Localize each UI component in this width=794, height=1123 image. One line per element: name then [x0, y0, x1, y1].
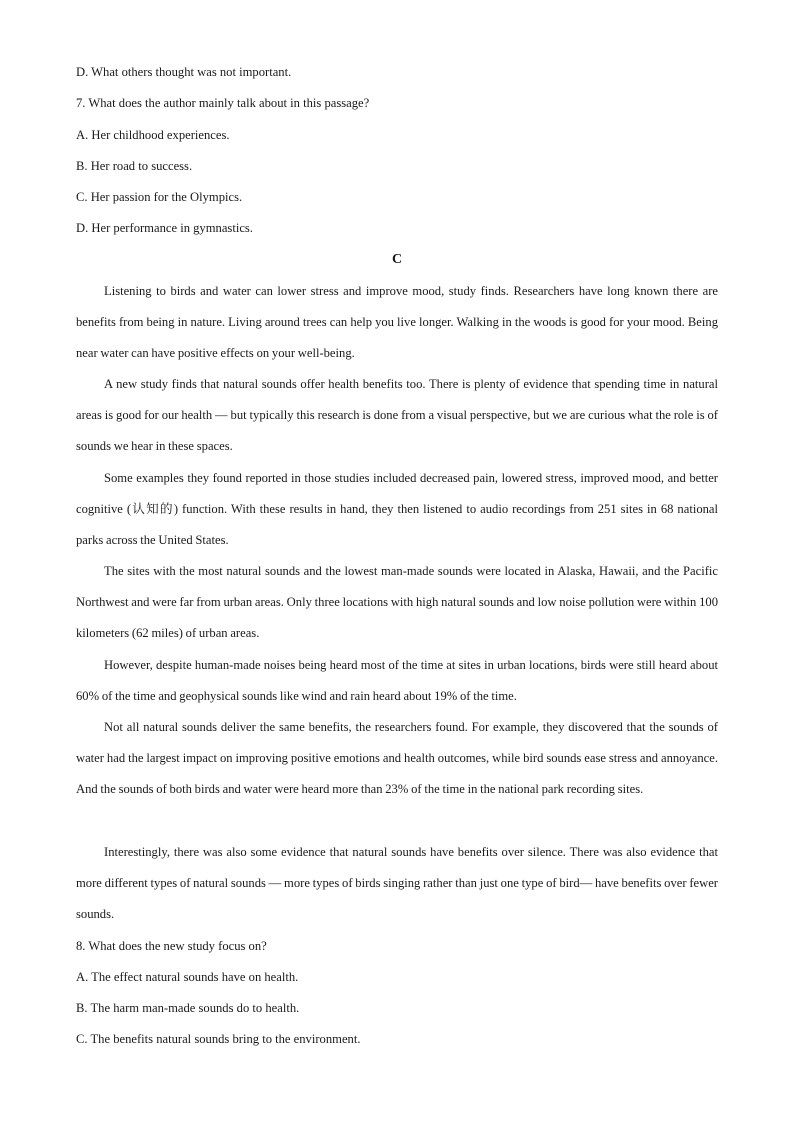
- q8-option-b: B. The harm man-made sounds do to health.: [76, 1001, 300, 1015]
- q8-question: 8. What does the new study focus on?: [76, 939, 267, 953]
- q7-question: 7. What does the author mainly talk about in this passage?: [76, 96, 370, 110]
- q7-option-a: A. Her childhood experiences.: [76, 128, 230, 142]
- q7-option-d: D. Her performance in gymnastics.: [76, 221, 253, 235]
- q6-option-d: D. What others thought was not important.: [76, 65, 292, 79]
- passage-paragraph-6: Not all natural sounds deliver the same benefits, the researchers found. For example, they discovered that the sounds of water had the largest impact on improving positive emotions and health outcomes, while bird sounds ease stress and annoyance. And the sounds of both birds and water were heard more than 23% of the time in the national park recording sites.: [76, 720, 718, 797]
- q8-option-a: A. The effect natural sounds have on health.: [76, 970, 299, 984]
- passage-paragraph-5: However, despite human-made noises being heard most of the time at sites in urban locations, birds were still heard about 60% of the time and geophysical sounds like wind and rain heard about 19% of the time.: [76, 658, 718, 704]
- passage-paragraph-1: Listening to birds and water can lower stress and improve mood, study finds. Researchers have long known there are benefits from being in nature. Living around trees can help you live longer. Walking in the woods is good for your mood. Being near water can have positive effects on your well-being.: [76, 284, 718, 361]
- passage-paragraph-2: A new study finds that natural sounds offer health benefits too. There is plenty of evidence that spending time in natural areas is good for our health — but typically this research is done from a visual perspective, but we are curious what the role is of sounds we hear in these spaces.: [76, 377, 718, 454]
- q8-option-c: C. The benefits natural sounds bring to the environment.: [76, 1032, 361, 1046]
- passage-paragraph-3: Some examples they found reported in those studies included decreased pain, lowered stress, improved mood, and better cognitive (认知的) function. With these results in hand, they then listened to audio recordings from 251 sites in 68 national parks across the United States.: [76, 471, 718, 548]
- q7-option-b: B. Her road to success.: [76, 159, 193, 173]
- passage-paragraph-4: The sites with the most natural sounds and the lowest man-made sounds were located in Alaska, Hawaii, and the Pacific Northwest and were far from urban areas. Only three locations with high natural sounds and low noise pollution were within 100 kilometers (62 miles) of urban areas.: [76, 564, 718, 641]
- passage-paragraph-7: Interestingly, there was also some evidence that natural sounds have benefits over silence. There was also evidence that more different types of natural sounds — more types of birds singing rather than just one type of bird— have benefits over fewer sounds.: [76, 845, 718, 922]
- q7-option-c: C. Her passion for the Olympics.: [76, 190, 243, 204]
- section-heading: C: [391, 252, 403, 267]
